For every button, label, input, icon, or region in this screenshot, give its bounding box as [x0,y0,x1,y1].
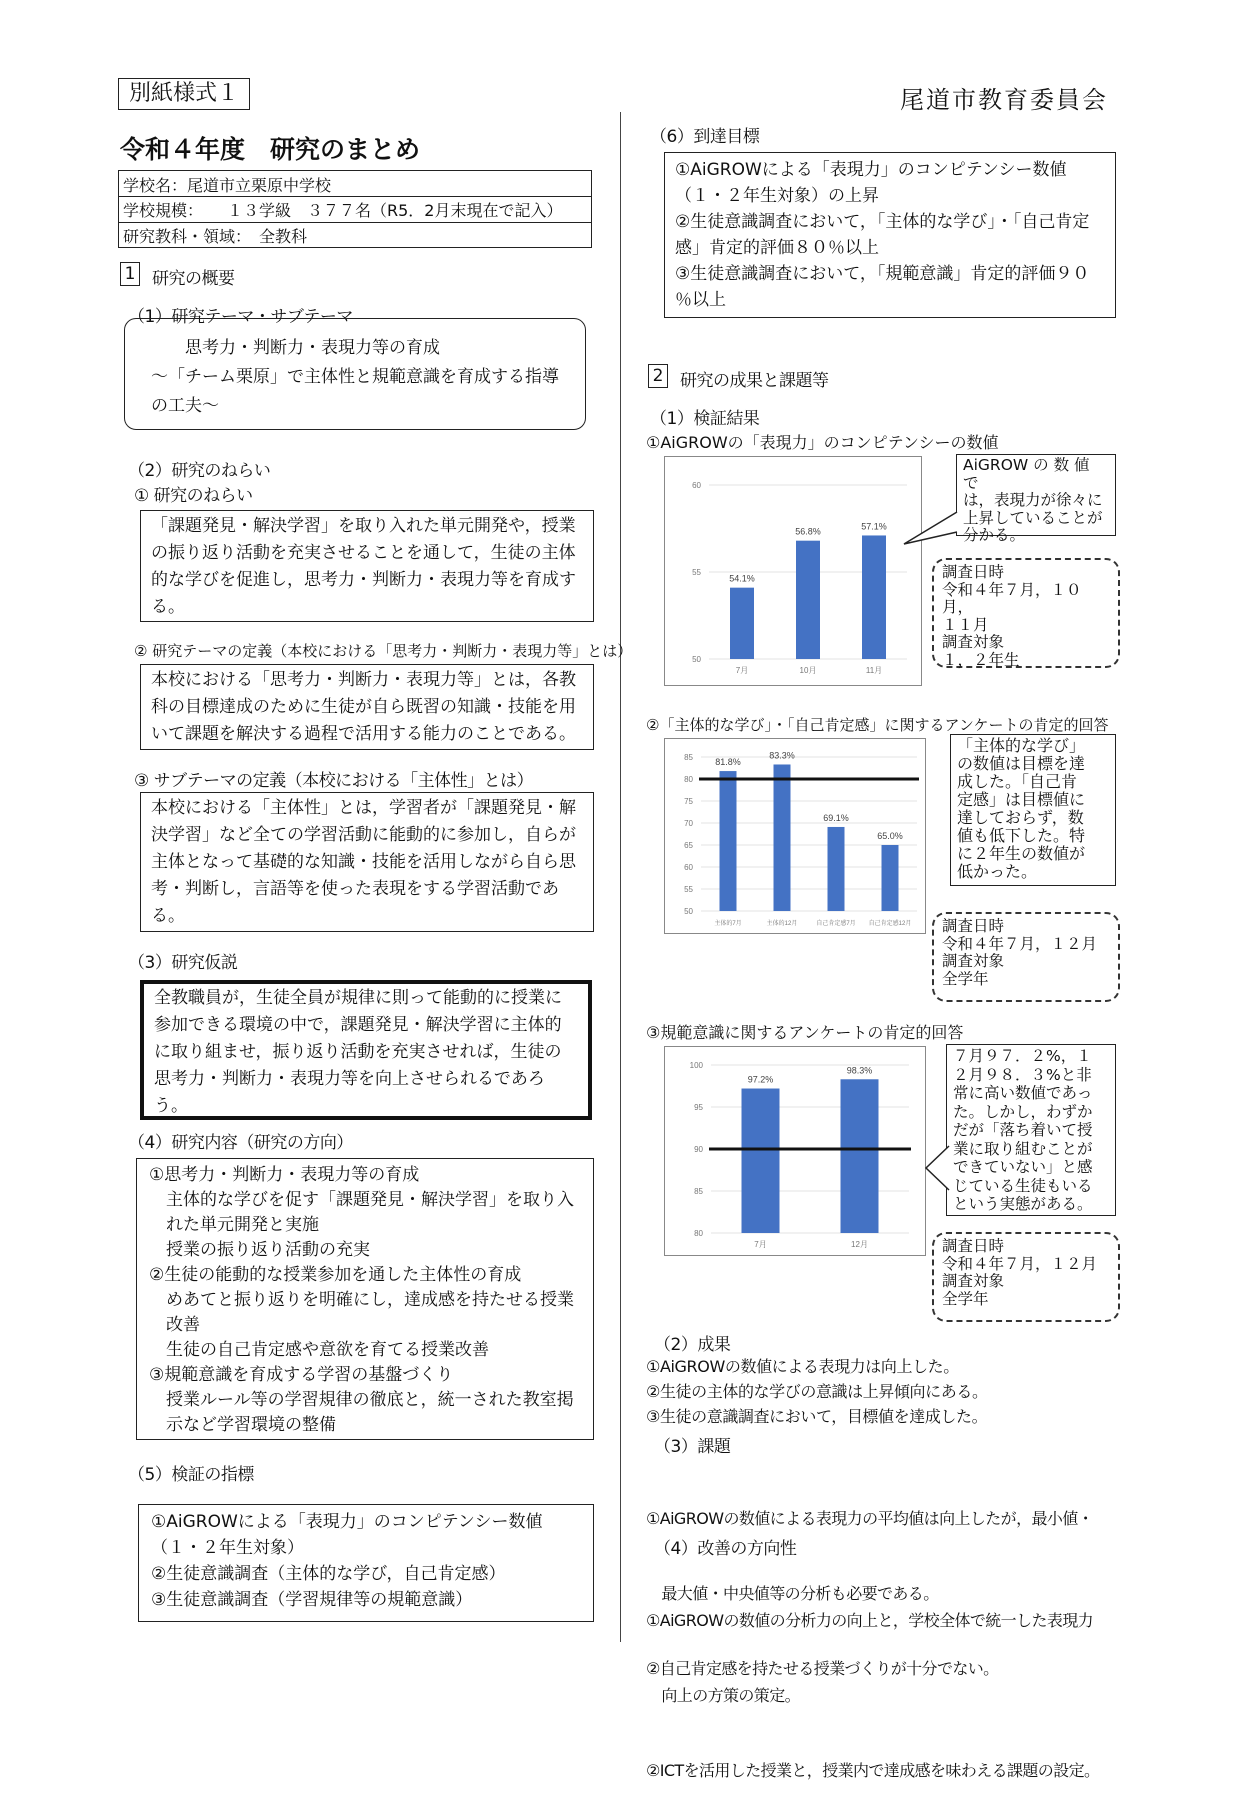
school-size-value: １３学級 ３７７名（R5．2月末現在で記入） [227,201,563,220]
aim-sub3-box [140,792,594,932]
bar [828,827,845,911]
callout-line: だが「落ち着いて授 [953,1121,1093,1139]
bar [720,771,737,911]
aim-sub1-box [140,510,594,622]
divider [119,196,591,197]
theme-line: の工夫～ [151,396,219,416]
chart1-frame [664,456,922,686]
data-label: 81.8% [715,757,741,768]
y-tick-label: 80 [694,1229,703,1238]
x-tick-label: 7月 [735,666,749,675]
direction-list [646,1558,1099,1808]
content-line: ③規範意識を育成する学習の基盤づくり [149,1365,454,1385]
bar [742,1089,780,1233]
y-tick-label: 50 [684,907,693,916]
target-heading: （6）到達目標 [650,127,760,147]
hypothesis-box [140,980,592,1120]
index-line: ③生徒意識調査（学習規律等の規範意識） [151,1590,473,1610]
aim-sub3-line: る。 [151,906,185,926]
callout-line: 成した。「自己肯 [957,772,1078,791]
note-line: 調査対象 [942,633,1005,651]
aim-sub2-line: いて課題を解決する過程で活用する能力のことである。 [151,724,576,744]
note-line: 令和４年７月，１２月 [942,934,1098,953]
form-label: 別紙様式１ [118,78,250,110]
callout-line: は，表現力が徐々に [963,491,1103,509]
aim-sub1-line: る。 [151,597,185,617]
content-line: 改善 [149,1315,200,1335]
callout-line: に２年生の数値が [957,844,1086,863]
bar [796,541,820,659]
result-heading: （2）成果 [654,1335,731,1355]
result-line: ①AiGROWの数値による表現力は向上した。 [646,1357,959,1376]
y-tick-label: 100 [689,1061,703,1070]
aim-sub2-line: 本校における「思考力・判断力・表現力等」とは，各教 [151,670,576,690]
callout-line: 業に取り組むことが [953,1139,1093,1158]
theme-line: ～「チーム栗原」で主体性と規範意識を育成する指導 [151,367,559,387]
divider [119,222,591,223]
note-line: 全学年 [942,1289,989,1308]
data-label: 56.8% [795,526,821,537]
aim-sub2-box [140,664,594,750]
target-line: ①AiGROWによる「表現力」のコンピテンシー数値 [675,160,1067,180]
school-size-label: 学校規模： [123,201,204,220]
chart3-callout [946,1044,1116,1216]
y-tick-label: 85 [684,753,693,762]
callout-line: 「主体的な学び」 [957,736,1086,755]
note-line: 調査対象 [942,1272,1005,1290]
callout-line: 常に高い数値であっ [953,1084,1093,1102]
chart2-svg [665,739,925,933]
bar [882,845,899,911]
callout-line: じている生徒もいる [953,1176,1093,1195]
index-box [138,1504,594,1622]
y-tick-label: 90 [694,1145,703,1154]
y-tick-label: 55 [684,885,693,894]
note-line: １，２年生 [942,650,1020,669]
hypothesis-line: 思考力・判断力・表現力等を向上させられるであろ [154,1069,545,1089]
direction-line: 向上の方策の策定。 [646,1686,801,1705]
bar [841,1079,879,1233]
content-line: 示など学習環境の整備 [149,1415,336,1435]
callout-line: ２月９８．３%と非 [953,1065,1092,1084]
issue-heading: （3）課題 [654,1437,731,1457]
hypothesis-heading: （3）研究仮説 [128,953,238,973]
note-line: 令和４年７月，１０月， [942,580,1082,616]
result-line: ②生徒の主体的な学びの意識は上昇傾向にある。 [646,1382,988,1401]
hypothesis-line: 参加できる環境の中で，課題発見・解決学習に主体的 [154,1015,562,1035]
aim-sub3-heading: ③ サブテーマの定義（本校における「主体性」とは） [134,771,534,791]
section1-num: 1 [120,262,140,286]
x-tick-label: 10月 [799,666,817,675]
callout-line: 定感」は目標値に [957,790,1086,809]
y-tick-label: 60 [684,863,693,872]
content-line: めあてと振り返りを明確にし，達成感を持たせる授業 [149,1290,574,1310]
chart2-callout [950,734,1116,886]
index-line: ①AiGROWによる「表現力」のコンピテンシー数値 [151,1512,543,1532]
aim-sub1-line: 「課題発見・解決学習」を取り入れた単元開発や，授業 [151,516,576,536]
x-tick-label: 11月 [865,666,883,675]
data-label: 97.2% [747,1074,774,1085]
data-label: 54.1% [729,573,755,584]
chart3-note [932,1232,1120,1322]
callout-pointer [900,500,960,550]
school-info-table [118,170,592,248]
org-name: 尾道市教育委員会 [900,86,1108,114]
aim-sub1-line: 的な学びを促進し，思考力・判断力・表現力等を育成す [151,570,576,590]
callout-line: の数値は目標を達 [957,754,1086,773]
target-line: ③生徒意識調査において，「規範意識」肯定的評価９０ [675,264,1090,284]
bar [774,764,791,911]
theme-line: 思考力・判断力・表現力等の育成 [185,338,440,358]
note-line: 令和４年７月，１２月 [942,1254,1098,1273]
theme-scroll [124,318,586,430]
aim-sub2-line: 科の目標達成のために生徒が自ら既習の知識・技能を用 [151,697,576,717]
y-tick-label: 55 [692,568,701,577]
note-line: 調査日時 [942,917,1005,935]
x-tick-label: 自己肯定感12月 [868,921,912,927]
bar [862,535,886,659]
y-tick-label: 75 [684,797,693,806]
chart1-svg [665,457,921,685]
content-heading: （4）研究内容（研究の方向） [128,1133,353,1153]
callout-line: ７月９７．２%，１ [953,1047,1092,1065]
index-line: （１・２年生対象） [151,1538,304,1558]
aim-heading: （2）研究のねらい [128,461,271,481]
content-line: 生徒の自己肯定感や意欲を育てる授業改善 [149,1340,489,1360]
research-subject: 研究教科・領域： 全教科 [123,227,308,246]
callout-line: AiGROW の 数 値 で [963,456,1090,492]
chart3-caption: ③規範意識に関するアンケートの肯定的回答 [646,1023,964,1042]
target-box [664,152,1116,318]
aim-sub3-line: 決学習」など全ての学習活動に能動的に参加し，自らが [151,825,576,845]
hypothesis-line: う。 [154,1096,188,1116]
chart2-note [932,912,1120,1002]
aim-sub2-heading: ② 研究テーマの定義（本校における「思考力・判断力・表現力等」とは） [134,642,633,660]
aim-sub1-heading: ① 研究のねらい [134,486,253,506]
section2-title: 研究の成果と課題等 [680,371,829,391]
y-tick-label: 80 [684,775,693,784]
y-tick-label: 70 [684,819,693,828]
chart2-frame [664,738,926,934]
aim-sub3-line: 本校における「主体性」とは，学習者が「課題発見・解 [151,798,576,818]
chart1-caption: ①AiGROWの「表現力」のコンピテンシーの数値 [646,433,999,452]
result-line: ③生徒の意識調査において，目標値を達成した。 [646,1407,988,1426]
issue-line: 最大値・中央値等の分析も必要である。 [646,1584,939,1603]
callout-line: た。しかし，わずか [953,1102,1093,1121]
theme-heading: （1）研究テーマ・サブテーマ [128,307,353,327]
note-line: 調査日時 [942,563,1005,581]
note-line: 調査日時 [942,1237,1005,1255]
callout-line: 低かった。 [957,862,1038,881]
section1-title: 研究の概要 [152,269,235,289]
section2-num: 2 [648,364,668,388]
note-line: 調査対象 [942,952,1005,970]
index-heading: （5）検証の指標 [128,1465,254,1485]
note-line: １１月 [942,615,989,634]
data-label: 98.3% [846,1065,873,1076]
chart1-callout [956,454,1116,544]
chart3-svg [665,1047,925,1255]
data-label: 69.1% [823,812,849,823]
content-line: れた単元開発と実施 [149,1215,319,1235]
callout-line: できていない」と感 [953,1158,1093,1176]
direction-line: ②ICTを活用した授業と，授業内で達成感を味わえる課題の設定。 [646,1761,1100,1780]
x-tick-label: 自己肯定感7月 [816,921,856,927]
y-tick-label: 65 [684,841,693,850]
result-list [646,1354,988,1429]
callout-line: 値も低下した。特 [957,826,1086,845]
content-box [136,1158,594,1440]
chart3-frame [664,1046,926,1256]
aim-sub3-line: 考・判断し，言語等を使った表現をする学習活動であ [151,879,559,899]
y-tick-label: 95 [694,1103,703,1112]
x-tick-label: 12月 [851,1240,868,1249]
issue-line: ①AiGROWの数値による表現力の平均値は向上したが，最小値・ [646,1509,1094,1528]
content-line: 授業の振り返り活動の充実 [149,1240,370,1260]
content-line: 主体的な学びを促す「課題発見・解決学習」を取り入 [149,1190,574,1210]
chart2-caption: ②「主体的な学び」・「自己肯定感」に関するアンケートの肯定的回答 [646,716,1109,734]
data-label: 65.0% [877,831,903,841]
callout-line: 達しておらず，数 [957,808,1084,827]
issue-line: ②自己肯定感を持たせる授業づくりが十分でない。 [646,1659,999,1678]
data-label: 57.1% [861,521,887,532]
page-title: 令和４年度 研究のまとめ [120,135,421,164]
column-divider [620,112,621,1642]
x-tick-label: 主体的12月 [766,921,798,927]
verify-heading: （1）検証結果 [650,409,760,429]
callout-pointer [922,1140,952,1200]
y-tick-label: 60 [692,481,701,490]
bar [730,588,754,659]
callout-line: 上昇していることが [963,508,1103,527]
index-line: ②生徒意識調査（主体的な学び，自己肯定感） [151,1564,506,1584]
target-line: 感」肯定的評価８０％以上 [675,238,879,258]
note-line: 全学年 [942,969,989,988]
aim-sub3-line: 主体となって基礎的な知識・技能を活用しながら自ら思 [151,852,576,872]
y-tick-label: 85 [694,1187,703,1196]
content-line: 授業ルール等の学習規律の徹底と，統一された教室掲 [149,1390,574,1410]
school-name: 学校名：尾道市立栗原中学校 [123,176,332,195]
direction-heading: （4）改善の方向性 [654,1539,797,1559]
chart1-note [932,558,1120,668]
target-line: ②生徒意識調査において，「主体的な学び」・「自己肯定 [675,212,1090,232]
x-tick-label: 7月 [754,1240,767,1249]
target-line: （１・２年生対象）の上昇 [675,186,879,206]
content-line: ②生徒の能動的な授業参加を通した主体性の育成 [149,1265,522,1285]
callout-line: 分かる。 [963,526,1026,544]
direction-line: ①AiGROWの数値の分析力の向上と，学校全体で統一した表現力 [646,1611,1094,1630]
data-label: 83.3% [769,750,795,761]
target-line: ％以上 [675,290,726,310]
y-tick-label: 50 [692,655,701,664]
x-tick-label: 主体的7月 [714,921,742,927]
content-line: ①思考力・判断力・表現力等の育成 [149,1165,420,1185]
aim-sub1-line: の振り返り活動を充実させることを通して，生徒の主体 [151,543,576,563]
hypothesis-line: に取り組ませ，振り返り活動を充実させれば，生徒の [154,1042,562,1062]
hypothesis-line: 全教職員が，生徒全員が規律に則って能動的に授業に [154,988,562,1008]
callout-line: という実態がある。 [953,1195,1093,1213]
